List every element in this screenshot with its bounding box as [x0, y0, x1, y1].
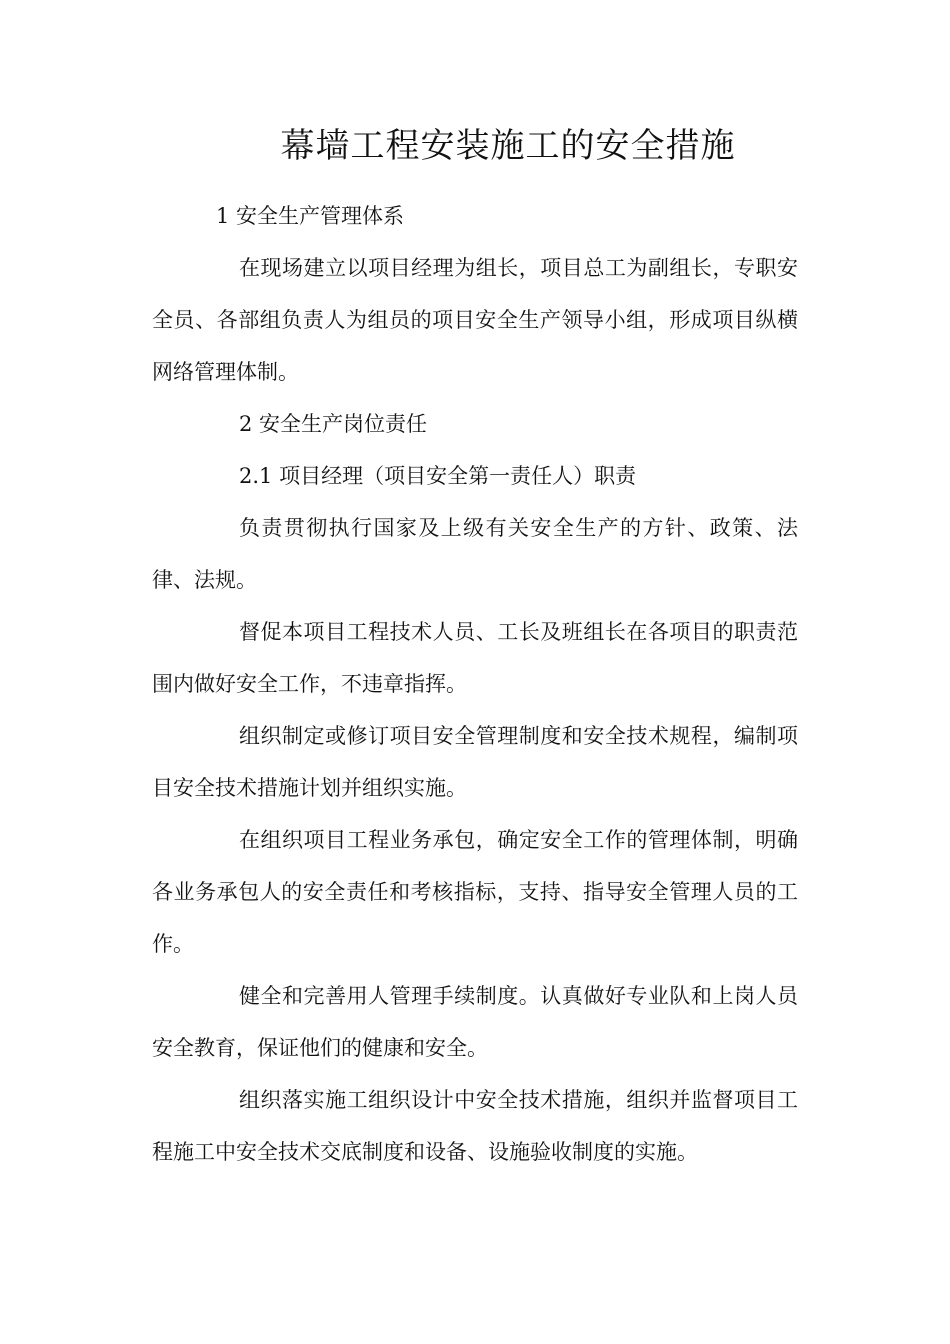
- section-heading-2: 2 安全生产岗位责任: [239, 412, 428, 436]
- paragraph-duty-3: 组织制定或修订项目安全管理制度和安全技术规程，编制项目安全技术措施计划并组织实施。: [152, 724, 798, 800]
- paragraph-duty-4: 在组织项目工程业务承包，确定安全工作的管理体制，明确各业务承包人的安全责任和考核指标，支持、指导安全管理人员的工作。: [152, 828, 798, 956]
- paragraph-duty-5: 健全和完善用人管理手续制度。认真做好专业队和上岗人员安全教育，保证他们的健康和安全。: [152, 984, 798, 1060]
- section-heading-1: 1 安全生产管理体系: [216, 204, 405, 228]
- paragraph-leadership-group: 在现场建立以项目经理为组长，项目总工为副组长，专职安全员、各部组负责人为组员的项目安全生产领导小组，形成项目纵横网络管理体制。: [152, 256, 798, 384]
- document-title: 幕墙工程安装施工的安全措施: [280, 126, 736, 166]
- paragraph-duty-6: 组织落实施工组织设计中安全技术措施，组织并监督项目工程施工中安全技术交底制度和设备、设施验收制度的实施。: [152, 1088, 798, 1164]
- paragraph-duty-2: 督促本项目工程技术人员、工长及班组长在各项目的职责范围内做好安全工作，不违章指挥。: [152, 620, 798, 696]
- paragraph-duty-1: 负责贯彻执行国家及上级有关安全生产的方针、政策、法律、法规。: [152, 516, 798, 592]
- document-body: [152, 190, 798, 1178]
- subsection-heading-2-1: 2.1 项目经理（项目安全第一责任人）职责: [239, 464, 637, 488]
